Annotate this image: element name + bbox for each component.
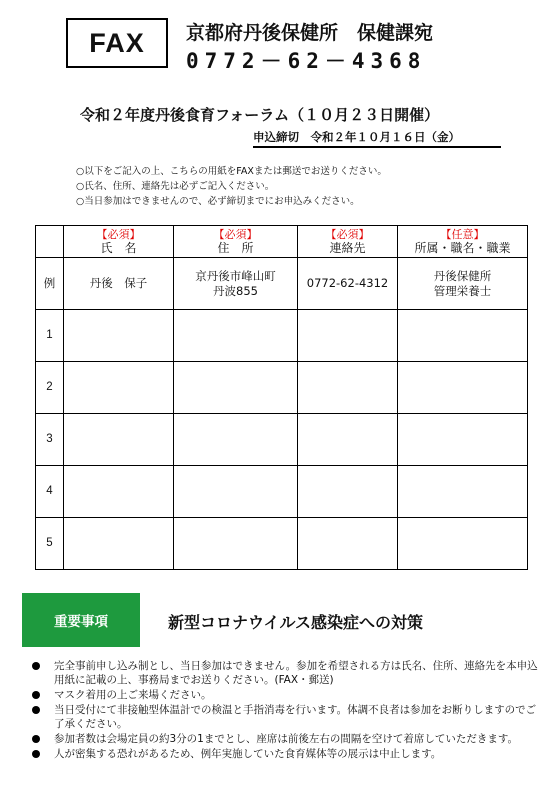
list-item-text: 当日受付にて非接触型体温計での検温と手指消毒を行います。体調不良者は参加をお断りしますのでご了承ください。 [54,704,537,730]
header-affiliation [398,226,528,258]
deadline-underline [253,146,501,148]
required-tag: 【必須】 [96,228,141,241]
example-contact: 0772-62-4312 [298,258,398,310]
row-number: 5 [36,518,64,570]
example-address-line: 京丹後市峰山町 [195,268,276,283]
important-badge-label: 重要事項 [54,614,108,630]
name-cell[interactable] [64,466,174,518]
application-table [35,225,528,570]
list-item [30,747,545,761]
deadline-text: 申込締切 令和２年１０月１６日（金） [253,130,460,144]
instructions [76,164,387,209]
list-item-text: 参加者数は会場定員の約3分の1までとし、座席は前後左右の間隔を空けて着席していただきます。 [54,733,519,745]
header-name [64,226,174,258]
important-badge [22,593,140,647]
instruction-line: ○以下をご記入の上、こちらの用紙をFAXまたは郵送でお送りください。 [76,166,387,177]
address-cell[interactable] [174,414,298,466]
row-number: 1 [36,310,64,362]
organization-name: 京都府丹後保健所 保健課宛 [186,22,434,44]
table-header-row [36,226,528,258]
table-row [36,310,528,362]
example-affiliation-line: 管理栄養士 [433,283,492,298]
contact-cell[interactable] [298,310,398,362]
header-label: 氏 名 [100,241,137,255]
bullet-icon [32,750,40,758]
example-affiliation-line: 丹後保健所 [433,268,492,283]
affiliation-cell[interactable] [398,518,528,570]
row-number: 4 [36,466,64,518]
list-item [30,688,545,702]
example-affiliation [398,258,528,310]
header-label: 所属・職名・職業 [414,241,511,255]
affiliation-cell[interactable] [398,310,528,362]
contact-cell[interactable] [298,466,398,518]
fax-label-box [66,18,168,68]
list-item-text: マスク着用の上ご来場ください。 [54,689,212,701]
table-row [36,414,528,466]
form-title: 令和２年度丹後食育フォーラム（１０月２３日開催） [80,106,440,124]
address-cell[interactable] [174,518,298,570]
table-row [36,466,528,518]
contact-cell[interactable] [298,414,398,466]
header-address [174,226,298,258]
address-cell[interactable] [174,362,298,414]
affiliation-cell[interactable] [398,414,528,466]
row-number: 3 [36,414,64,466]
example-label: 例 [36,258,64,310]
name-cell[interactable] [64,362,174,414]
affiliation-cell[interactable] [398,362,528,414]
name-cell[interactable] [64,310,174,362]
measures-list [30,659,545,762]
header-number-col [36,226,64,258]
list-item-text: 人が密集する恐れがあるため、例年実施していた食育媒体等の展示は中止します。 [54,748,442,760]
table-row [36,518,528,570]
address-cell[interactable] [174,310,298,362]
name-cell[interactable] [64,518,174,570]
bullet-icon [32,662,40,670]
example-address [174,258,298,310]
list-item-text: 完全事前申し込み制とし、当日参加はできません。参加を希望される方は氏名、住所、連絡先を本申込用紙に記載の上、事務局までお送りください。(FAX・郵送) [54,660,538,686]
table-row [36,362,528,414]
list-item [30,732,545,746]
name-cell[interactable] [64,414,174,466]
bullet-icon [32,691,40,699]
example-row [36,258,528,310]
list-item [30,703,545,731]
instruction-line: ○氏名、住所、連絡先は必ずご記入ください。 [76,181,275,192]
header-label: 連絡先 [329,241,366,255]
bullet-icon [32,706,40,714]
contact-cell[interactable] [298,518,398,570]
address-cell[interactable] [174,466,298,518]
fax-label: FAX [89,27,145,58]
contact-cell[interactable] [298,362,398,414]
list-item [30,659,545,687]
row-number: 2 [36,362,64,414]
bullet-icon [32,735,40,743]
fax-number: 0772－62－4368 [186,49,427,73]
required-tag: 【必須】 [213,228,258,241]
required-tag: 【必須】 [325,228,370,241]
corona-measures-title: 新型コロナウイルス感染症への対策 [168,613,424,632]
example-name: 丹後 保子 [64,258,174,310]
example-address-line: 丹波855 [213,283,258,298]
affiliation-cell[interactable] [398,466,528,518]
header-label: 住 所 [217,241,254,255]
optional-tag: 【任意】 [440,228,485,241]
instruction-line: ○当日参加はできませんので、必ず締切までにお申込みください。 [76,196,360,207]
header-contact [298,226,398,258]
